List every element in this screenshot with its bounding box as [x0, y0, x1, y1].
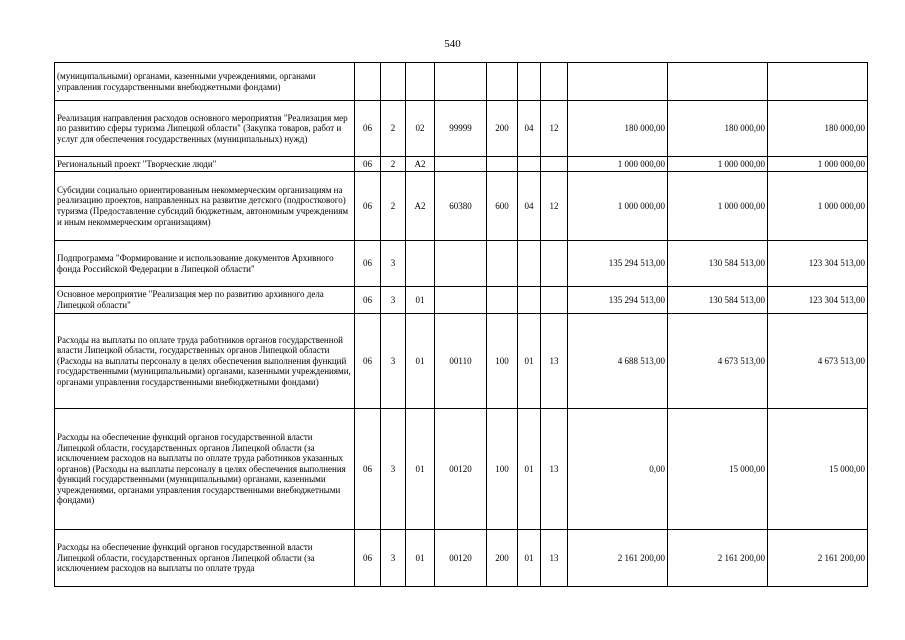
- table-row: [55, 63, 868, 101]
- subsection-code-cell: 13: [541, 314, 568, 409]
- gp-code-cell: 06: [355, 101, 381, 157]
- direction-code-cell: [435, 241, 487, 287]
- row-name-cell: Расходы на обеспечение функций органов государственной власти Липецкой области, государственных органов Липецкой области (за исключением расходов на выплаты по оплате труда работников указанных органов) (Расходы на выплаты персоналу в целях обеспечения выполнения функций государственными (муниципальными) органами, казенными учреждениями, органами управления государственными внебюджетными фондами): [55, 409, 355, 530]
- section-code-cell: 01: [518, 409, 541, 530]
- amount-year2-cell: 4 673 513,00: [668, 314, 768, 409]
- event-code-cell: 01: [406, 530, 435, 587]
- subprogram-code-cell: 3: [381, 314, 406, 409]
- gp-code-cell: 06: [355, 172, 381, 241]
- amount-year2-cell: 1 000 000,00: [668, 172, 768, 241]
- section-code-cell: [518, 63, 541, 101]
- event-code-cell: [406, 241, 435, 287]
- subsection-code-cell: [541, 287, 568, 314]
- row-name-cell: Основное мероприятие "Реализация мер по развитию архивного дела Липецкой области": [55, 287, 355, 314]
- table-row: [55, 287, 868, 314]
- direction-code-cell: [435, 63, 487, 101]
- section-code-cell: 01: [518, 530, 541, 587]
- row-name-cell: Субсидии социально ориентированным некоммерческим организациям на реализацию проектов, направленных на развитие детского (подросткового) туризма (Предоставление субсидий бюджетным, автономным учреждениям и иным некоммерческим организациям): [55, 172, 355, 241]
- amount-year2-cell: 15 000,00: [668, 409, 768, 530]
- table-row: [55, 314, 868, 409]
- event-code-cell: 01: [406, 409, 435, 530]
- subprogram-code-cell: 3: [381, 287, 406, 314]
- direction-code-cell: 99999: [435, 101, 487, 157]
- direction-code-cell: [435, 287, 487, 314]
- amount-year3-cell: 123 304 513,00: [768, 287, 868, 314]
- event-code-cell: 01: [406, 314, 435, 409]
- subprogram-code-cell: 3: [381, 241, 406, 287]
- row-name-cell: Подпрограмма "Формирование и использование документов Архивного фонда Российской Федерации в Липецкой области": [55, 241, 355, 287]
- row-name-cell: Расходы на выплаты по оплате труда работников органов государственной власти Липецкой области, государственных органов Липецкой области (Расходы на выплаты персоналу в целях обеспечения выполнения функций государственными (муниципальными) органами, казенными учреждениями, органами управления государственными внебюджетными фондами): [55, 314, 355, 409]
- direction-code-cell: 00120: [435, 530, 487, 587]
- gp-code-cell: 06: [355, 409, 381, 530]
- table-row: [55, 172, 868, 241]
- page-number: 540: [444, 38, 461, 50]
- section-code-cell: 01: [518, 314, 541, 409]
- amount-year2-cell: [668, 63, 768, 101]
- direction-code-cell: 00110: [435, 314, 487, 409]
- direction-code-cell: 00120: [435, 409, 487, 530]
- subsection-code-cell: [541, 63, 568, 101]
- subsection-code-cell: [541, 241, 568, 287]
- section-code-cell: [518, 157, 541, 172]
- event-code-cell: A2: [406, 157, 435, 172]
- subsection-code-cell: 12: [541, 172, 568, 241]
- expense-type-cell: 200: [487, 101, 518, 157]
- amount-year1-cell: 1 000 000,00: [568, 172, 668, 241]
- amount-year1-cell: 4 688 513,00: [568, 314, 668, 409]
- amount-year2-cell: 1 000 000,00: [668, 157, 768, 172]
- row-name-cell: Расходы на обеспечение функций органов государственной власти Липецкой области, государственных органов Липецкой области (за исключением расходов на выплаты по оплате труда: [55, 530, 355, 587]
- budget-table: [54, 62, 868, 587]
- amount-year2-cell: 130 584 513,00: [668, 287, 768, 314]
- event-code-cell: [406, 63, 435, 101]
- table-row: [55, 157, 868, 172]
- amount-year1-cell: 2 161 200,00: [568, 530, 668, 587]
- amount-year1-cell: 1 000 000,00: [568, 157, 668, 172]
- subprogram-code-cell: 2: [381, 101, 406, 157]
- amount-year1-cell: 0,00: [568, 409, 668, 530]
- event-code-cell: 02: [406, 101, 435, 157]
- subsection-code-cell: 13: [541, 409, 568, 530]
- section-code-cell: 04: [518, 101, 541, 157]
- event-code-cell: 01: [406, 287, 435, 314]
- subsection-code-cell: [541, 157, 568, 172]
- amount-year3-cell: [768, 63, 868, 101]
- subprogram-code-cell: 3: [381, 530, 406, 587]
- amount-year3-cell: 123 304 513,00: [768, 241, 868, 287]
- gp-code-cell: 06: [355, 241, 381, 287]
- row-name-cell: Региональный проект "Творческие люди": [55, 157, 355, 172]
- expense-type-cell: [487, 241, 518, 287]
- section-code-cell: [518, 241, 541, 287]
- table-row: [55, 409, 868, 530]
- amount-year2-cell: 130 584 513,00: [668, 241, 768, 287]
- subsection-code-cell: 12: [541, 101, 568, 157]
- expense-type-cell: [487, 157, 518, 172]
- subprogram-code-cell: 3: [381, 409, 406, 530]
- amount-year3-cell: 2 161 200,00: [768, 530, 868, 587]
- amount-year1-cell: 180 000,00: [568, 101, 668, 157]
- amount-year2-cell: 2 161 200,00: [668, 530, 768, 587]
- gp-code-cell: 06: [355, 157, 381, 172]
- gp-code-cell: [355, 63, 381, 101]
- expense-type-cell: 100: [487, 314, 518, 409]
- event-code-cell: A2: [406, 172, 435, 241]
- subprogram-code-cell: 2: [381, 172, 406, 241]
- expense-type-cell: [487, 287, 518, 314]
- expense-type-cell: 200: [487, 530, 518, 587]
- row-name-cell: (муниципальными) органами, казенными учреждениями, органами управления государственными внебюджетными фондами): [55, 63, 355, 101]
- gp-code-cell: 06: [355, 530, 381, 587]
- amount-year3-cell: 4 673 513,00: [768, 314, 868, 409]
- subprogram-code-cell: 2: [381, 157, 406, 172]
- expense-type-cell: [487, 63, 518, 101]
- amount-year3-cell: 15 000,00: [768, 409, 868, 530]
- expense-type-cell: 100: [487, 409, 518, 530]
- section-code-cell: 04: [518, 172, 541, 241]
- amount-year1-cell: [568, 63, 668, 101]
- amount-year3-cell: 1 000 000,00: [768, 157, 868, 172]
- amount-year1-cell: 135 294 513,00: [568, 241, 668, 287]
- expense-type-cell: 600: [487, 172, 518, 241]
- table-row: [55, 101, 868, 157]
- amount-year2-cell: 180 000,00: [668, 101, 768, 157]
- direction-code-cell: 60380: [435, 172, 487, 241]
- table-row: [55, 241, 868, 287]
- gp-code-cell: 06: [355, 287, 381, 314]
- section-code-cell: [518, 287, 541, 314]
- amount-year3-cell: 1 000 000,00: [768, 172, 868, 241]
- direction-code-cell: [435, 157, 487, 172]
- subsection-code-cell: 13: [541, 530, 568, 587]
- amount-year3-cell: 180 000,00: [768, 101, 868, 157]
- gp-code-cell: 06: [355, 314, 381, 409]
- subprogram-code-cell: [381, 63, 406, 101]
- amount-year1-cell: 135 294 513,00: [568, 287, 668, 314]
- table-row: [55, 530, 868, 587]
- row-name-cell: Реализация направления расходов основного мероприятия "Реализация мер по развитию сферы туризма Липецкой области" (Закупка товаров, работ и услуг для обеспечения государственных (муниципальных) нужд): [55, 101, 355, 157]
